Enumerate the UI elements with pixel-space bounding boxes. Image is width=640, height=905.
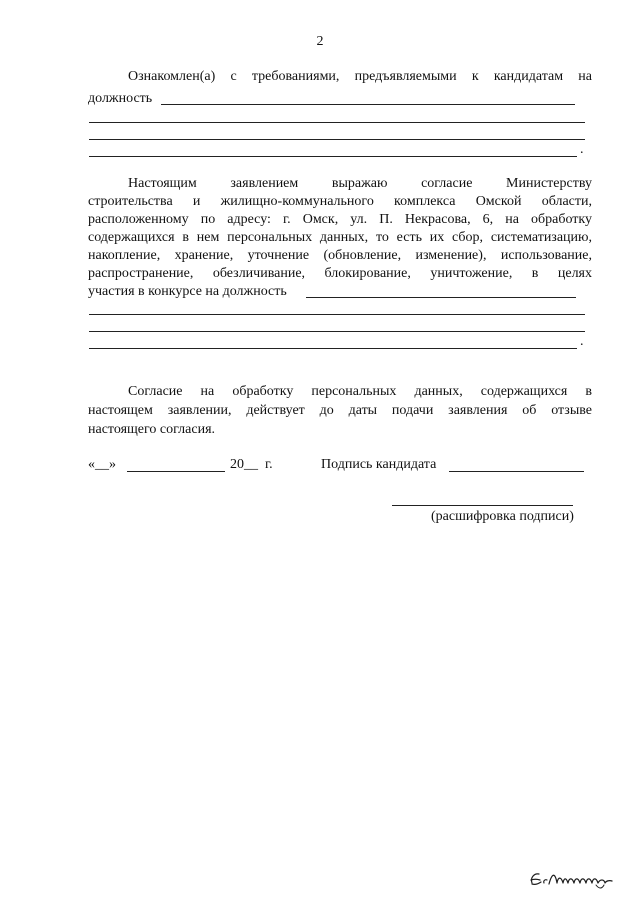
date-year-suffix: г. xyxy=(265,457,273,472)
consent-word-3: выражаю xyxy=(331,176,388,191)
contest-position-blank-2[interactable] xyxy=(89,314,585,315)
handwritten-signature xyxy=(526,865,618,891)
candidate-signature-label: Подпись кандидата xyxy=(321,457,437,472)
consent-line-2: строительства и жилищно-коммунального комплекса Омской области, xyxy=(88,194,592,209)
consent-line-3: расположенному по адресу: г. Омск, ул. П. Некрасова, 6, на обработку xyxy=(88,212,592,227)
consent-line-1 xyxy=(128,175,592,193)
consent-line-4: содержащихся в нем персональных данных, то есть их сбор, систематизацию, xyxy=(88,230,592,245)
validity-line-2: настоящем заявлении, действует до даты подачи заявления об отзыве xyxy=(88,403,592,418)
date-day-field[interactable]: «__» xyxy=(88,457,116,472)
position-blank-3[interactable] xyxy=(89,139,585,140)
consent-line-6: распространение, обезличивание, блокирование, уничтожение, в целях xyxy=(88,266,592,281)
page-number: 2 xyxy=(316,34,324,49)
date-month-blank[interactable] xyxy=(127,471,225,472)
signature-decode-blank[interactable] xyxy=(392,505,573,506)
acquaintance-end-mark: . xyxy=(580,142,584,157)
consent-line-5: накопление, хранение, уточнение (обновление, изменение), использование, xyxy=(88,248,592,263)
acquaintance-line-1: Ознакомлен(а) с требованиями, предъявляемыми к кандидатам на xyxy=(128,69,592,84)
candidate-signature-blank[interactable] xyxy=(449,471,584,472)
acquaintance-line-2-prefix: должность xyxy=(88,91,153,106)
validity-line-3: настоящего согласия. xyxy=(88,422,216,437)
position-blank-4[interactable] xyxy=(89,156,577,157)
consent-end-mark: . xyxy=(580,334,584,349)
date-year-field[interactable]: 20__ xyxy=(230,457,258,472)
signature-decode-label: (расшифровка подписи) xyxy=(431,509,574,524)
consent-word-2: заявлением xyxy=(230,176,299,191)
consent-word-1: Настоящим xyxy=(128,176,197,191)
consent-word-5: Министерству xyxy=(506,176,592,191)
consent-line-7-prefix: участия в конкурсе на должность xyxy=(88,284,287,299)
contest-position-blank-4[interactable] xyxy=(89,348,577,349)
position-blank-1[interactable] xyxy=(161,104,575,105)
consent-word-4: согласие xyxy=(421,176,473,191)
contest-position-blank-3[interactable] xyxy=(89,331,585,332)
position-blank-2[interactable] xyxy=(89,122,585,123)
validity-line-1: Согласие на обработку персональных данных, содержащихся в xyxy=(128,384,592,399)
contest-position-blank-1[interactable] xyxy=(306,297,576,298)
